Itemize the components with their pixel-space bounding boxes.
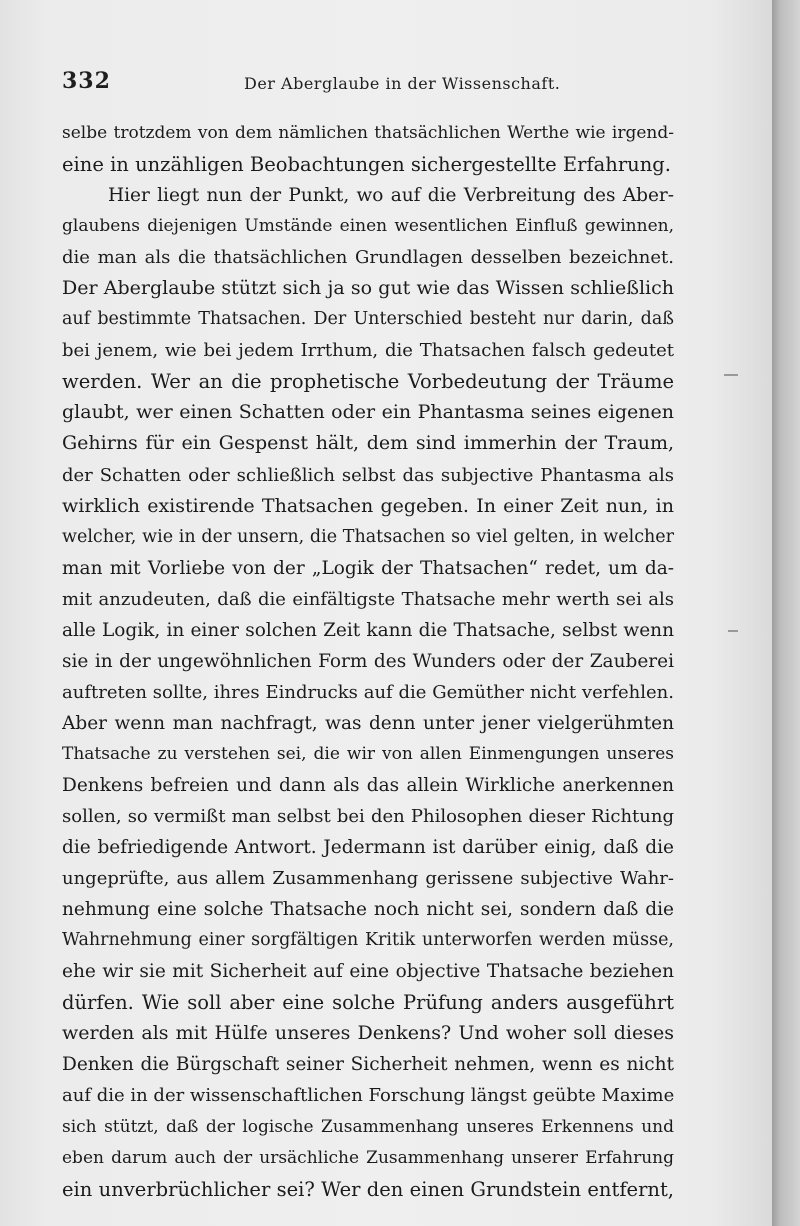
text-line: Wahrnehmung einer sorgfältigen Kritik unterworfen werden müsse, xyxy=(62,930,674,951)
text-line: die befriedigende Antwort. Jedermann ist darüber einig, daß die xyxy=(62,837,674,859)
text-line: eben darum auch der ursächliche Zusammenhang unserer Erfahrung xyxy=(62,1147,674,1168)
text-line: wirklich existirende Thatsachen gegeben. In einer Zeit nun, in xyxy=(62,494,674,517)
page-number: 332 xyxy=(62,68,111,94)
text-line: glaubens diejenigen Umstände einen wesentlichen Einfluß gewinnen, xyxy=(62,216,674,237)
margin-mark xyxy=(724,374,738,376)
text-line: Hier liegt nun der Punkt, wo auf die Verbreitung des Aber- xyxy=(108,185,674,207)
running-head: Der Aberglaube in der Wissenschaft. xyxy=(244,74,561,93)
text-line: welcher, wie in der unsern, die Thatsachen so viel gelten, in welcher xyxy=(62,526,674,547)
text-line: ehe wir sie mit Sicherheit auf eine objective Thatsache beziehen xyxy=(62,961,674,983)
text-line: dürfen. Wie soll aber eine solche Prüfung anders ausgeführt xyxy=(62,991,674,1015)
page-header xyxy=(62,68,672,98)
text-line: glaubt, wer einen Schatten oder ein Phantasma seines eigenen xyxy=(62,401,674,424)
text-line: sollen, so vermißt man selbst bei den Philosophen dieser Richtung xyxy=(62,806,674,828)
text-line: werden. Wer an die prophetische Vorbedeutung der Träume xyxy=(62,370,674,394)
text-line: Der Aberglaube stützt sich ja so gut wie das Wissen schließlich xyxy=(62,277,674,300)
text-line: auf bestimmte Thatsachen. Der Unterschied besteht nur darin, daß xyxy=(62,309,674,330)
body-text xyxy=(62,118,674,1205)
text-line: auftreten sollte, ihres Eindrucks auf die Gemüther nicht verfehlen. xyxy=(62,681,674,703)
text-line: bei jenem, wie bei jedem Irrthum, die Thatsachen falsch gedeutet xyxy=(62,340,674,362)
text-line: Denkens befreien und dann als das allein Wirkliche anerkennen xyxy=(62,774,674,796)
text-line: eine in unzähligen Beobachtungen sichergestellte Erfahrung. xyxy=(62,153,671,177)
text-line: sich stützt, daß der logische Zusammenhang unseres Erkennens und xyxy=(62,1116,674,1137)
text-line: ein unverbrüchlicher sei? Wer den einen Grundstein entfernt, xyxy=(62,1177,674,1201)
text-line: alle Logik, in einer solchen Zeit kann die Thatsache, selbst wenn xyxy=(62,619,674,641)
text-line: Aber wenn man nachfragt, was denn unter jener vielgerühmten xyxy=(62,712,674,734)
text-line: mit anzudeuten, daß die einfältigste Thatsache mehr werth sei als xyxy=(62,588,674,610)
text-line: der Schatten oder schließlich selbst das subjective Phantasma als xyxy=(62,464,674,486)
text-line: Gehirns für ein Gespenst hält, dem sind immerhin der Traum, xyxy=(62,432,674,455)
text-line: nehmung eine solche Thatsache noch nicht sei, sondern daß die xyxy=(62,899,674,921)
text-line: selbe trotzdem von dem nämlichen thatsächlichen Werthe wie irgend- xyxy=(62,123,674,143)
text-line: ungeprüfte, aus allem Zusammenhang gerissene subjective Wahr- xyxy=(62,868,674,890)
text-line: Thatsache zu verstehen sei, die wir von allen Einmengungen unseres xyxy=(62,743,674,764)
page-edge-shadow xyxy=(772,0,800,1226)
margin-mark xyxy=(728,630,738,632)
text-line: werden als mit Hülfe unseres Denkens? Und woher soll dieses xyxy=(62,1022,674,1045)
text-line: Denken die Bürgschaft seiner Sicherheit nehmen, wenn es nicht xyxy=(62,1054,674,1076)
text-line: die man als die thatsächlichen Grundlagen desselben bezeichnet. xyxy=(62,247,674,269)
text-line: auf die in der wissenschaftlichen Forschung längst geübte Maxime xyxy=(62,1085,674,1107)
text-line: sie in der ungewöhnlichen Form des Wunders oder der Zauberei xyxy=(62,650,674,672)
text-line: man mit Vorliebe von der „Logik der Thatsachen“ redet, um da- xyxy=(62,557,674,579)
